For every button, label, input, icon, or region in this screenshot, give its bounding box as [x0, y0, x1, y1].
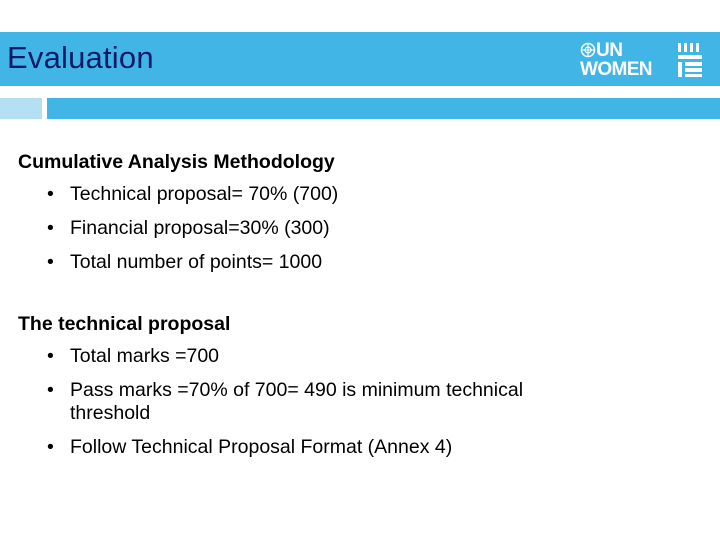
list-item-text: Financial proposal=30% (300): [70, 217, 330, 239]
list-item: [18, 183, 590, 206]
section-methodology: [18, 149, 698, 274]
bullet-list: [18, 345, 698, 459]
bullet-icon: •: [47, 251, 54, 273]
list-item-text: Follow Technical Proposal Format (Annex 4): [70, 436, 453, 458]
list-item: [18, 379, 590, 425]
list-item-text: Total marks =700: [70, 345, 220, 367]
bullet-icon: •: [47, 183, 54, 205]
accent-bar: [47, 98, 720, 119]
section-technical-proposal: [18, 311, 698, 459]
slide-title: Evaluation: [7, 40, 154, 75]
section-heading: Cumulative Analysis Methodology: [18, 151, 335, 173]
un-emblem-icon: [580, 42, 596, 58]
list-item: [18, 251, 590, 274]
list-item-text: Total number of points= 1000: [70, 251, 323, 273]
logo-text-women: WOMEN: [580, 59, 652, 80]
accent-bar-light: [0, 98, 42, 119]
un-women-logo: [580, 41, 704, 79]
slide-body: [18, 149, 698, 459]
bullet-icon: •: [47, 217, 54, 239]
list-item-text: Technical proposal= 70% (700): [70, 183, 339, 205]
bullet-icon: •: [47, 379, 54, 401]
list-item-text: Pass marks =70% of 700= 490 is minimum technical threshold: [70, 379, 524, 424]
section-heading: The technical proposal: [18, 313, 231, 335]
bullet-list: [18, 183, 698, 274]
list-item: [18, 345, 590, 368]
logo-text-un: UN: [596, 40, 623, 61]
list-item: [18, 436, 590, 459]
bullet-icon: •: [47, 345, 54, 367]
list-item: [18, 217, 590, 240]
women-symbol-icon: [676, 41, 704, 79]
bullet-icon: •: [47, 436, 54, 458]
